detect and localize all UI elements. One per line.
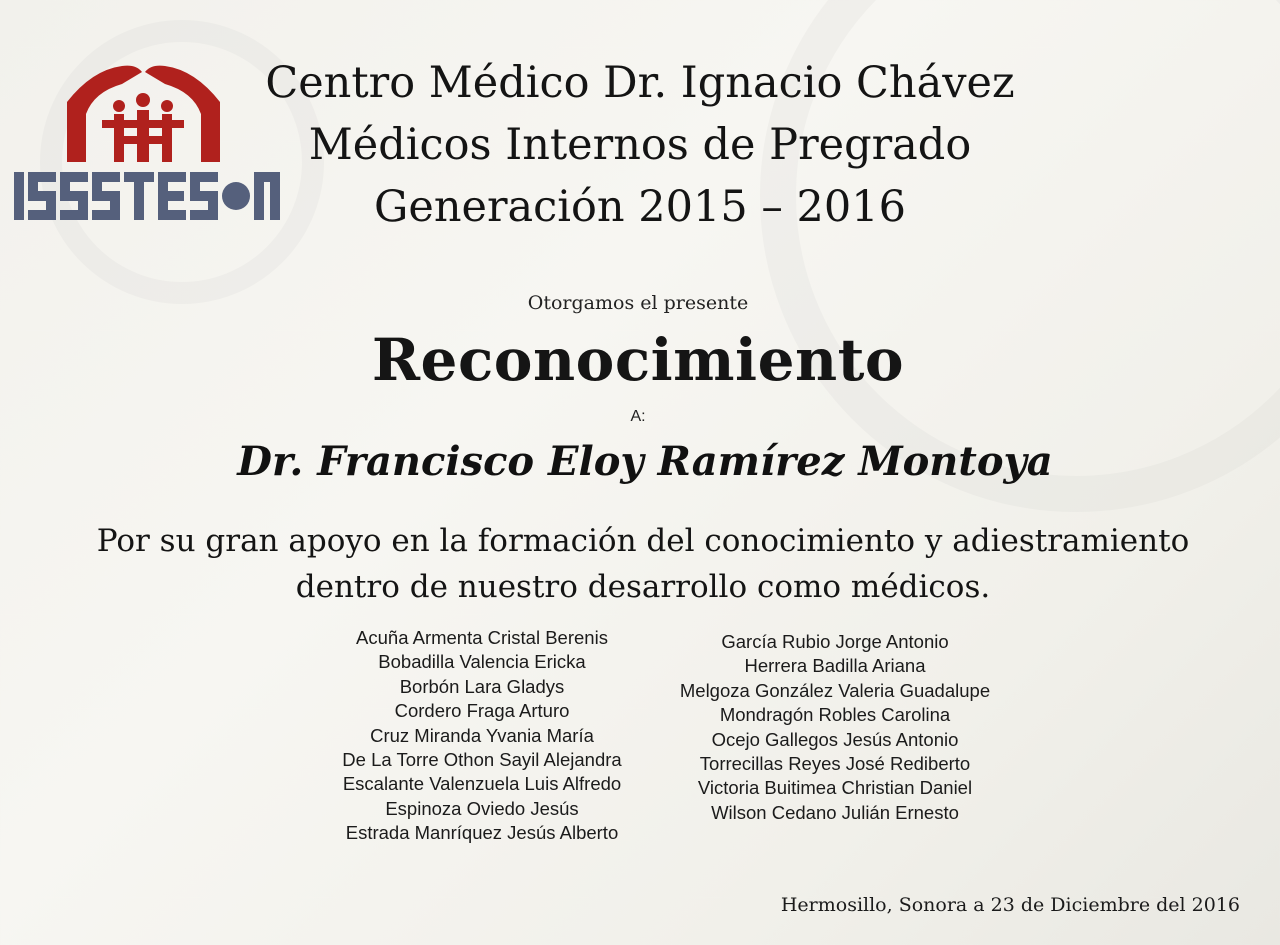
intern-name: Melgoza González Valeria Guadalupe [679, 679, 991, 701]
intern-name: Ocejo Gallegos Jesús Antonio [711, 728, 959, 750]
intern-name: Estrada Manríquez Jesús Alberto [345, 822, 619, 844]
place-and-date: Hermosillo, Sonora a 23 de Diciembre del 2016 [780, 894, 1240, 916]
names-column-left [296, 626, 668, 846]
logo-hands-shape [145, 66, 220, 162]
intern-name: Bobadilla Valencia Ericka [378, 651, 586, 673]
award-title: Reconocimiento [371, 326, 905, 394]
intern-name: Borbón Lara Gladys [399, 675, 565, 697]
logo-hands-shape [67, 66, 142, 162]
intern-name: Espinoza Oviedo Jesús [385, 797, 579, 819]
intern-name: Herrera Badilla Ariana [744, 655, 926, 677]
institution-name: Centro Médico Dr. Ignacio Chávez [265, 58, 1015, 108]
to-label: A: [630, 408, 646, 425]
intro-text: Otorgamos el presente [527, 292, 749, 314]
intern-name: Cordero Fraga Arturo [394, 700, 570, 722]
program-name: Médicos Internos de Pregrado [308, 120, 972, 170]
intern-name: Torrecillas Reyes José Rediberto [699, 753, 971, 775]
intern-name: Wilson Cedano Julián Ernesto [711, 801, 959, 823]
certificate-header [210, 52, 1070, 238]
intern-name: Mondragón Robles Carolina [719, 704, 951, 726]
reason-line: Por su gran apoyo en la formación del conocimiento y adiestramiento [96, 523, 1190, 559]
logo-figures [102, 93, 184, 162]
reason-line: dentro de nuestro desarrollo como médicos. [295, 569, 991, 605]
intern-name: Victoria Buitimea Christian Daniel [697, 777, 973, 799]
intern-name: Escalante Valenzuela Luis Alfredo [342, 773, 622, 795]
names-column-right [650, 630, 1020, 825]
intern-name: Acuña Armenta Cristal Berenis [356, 627, 608, 648]
recognition-reason [0, 518, 1280, 610]
intern-name: García Rubio Jorge Antonio [721, 631, 949, 652]
generation-years: Generación 2015 – 2016 [374, 182, 906, 232]
recipient-name: Dr. Francisco Eloy Ramírez Montoya [237, 438, 1053, 485]
intern-name: De La Torre Othon Sayil Alejandra [342, 749, 622, 771]
intern-name: Cruz Miranda Yvania María [370, 724, 594, 746]
